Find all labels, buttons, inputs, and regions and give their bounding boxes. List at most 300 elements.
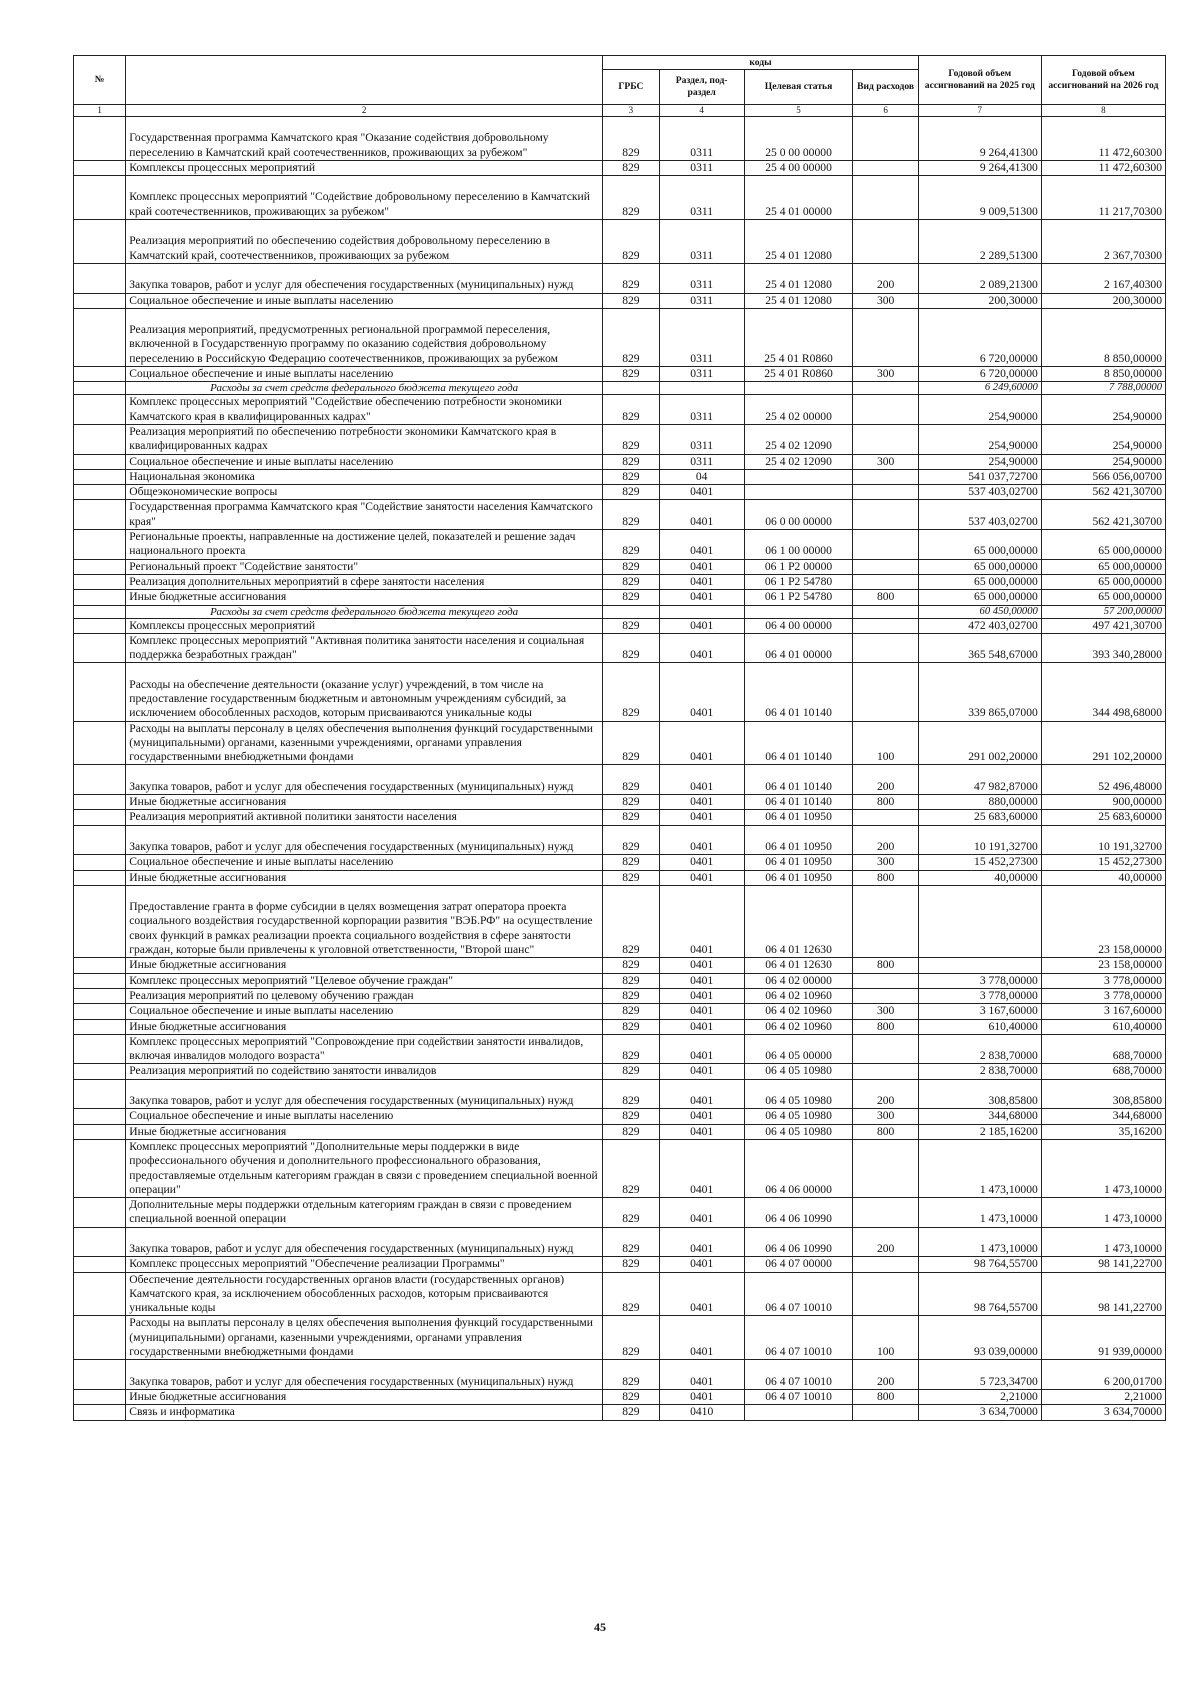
row-amount-2025: 65 000,00000: [918, 574, 1041, 589]
table-row: [74, 424, 1166, 454]
row-amount-2026: 1 473,10000: [1041, 1227, 1165, 1257]
row-grbs: 829: [603, 293, 660, 308]
row-amount-2026: 40,00000: [1041, 870, 1165, 885]
row-amount-2025: 6 249,60000: [918, 382, 1041, 395]
row-target: 06 4 00 00000: [744, 618, 853, 633]
row-target: 25 4 01 00000: [744, 176, 853, 220]
row-name: Расходы за счет средств федерального бюджета текущего года: [126, 605, 603, 618]
row-expense-type: 200: [853, 1227, 918, 1257]
row-expense-type: 800: [853, 590, 918, 605]
row-grbs: 829: [603, 395, 660, 425]
row-expense-type: 800: [853, 1124, 918, 1139]
row-expense-type: 200: [853, 1360, 918, 1390]
row-number: [74, 618, 126, 633]
row-section: 0401: [659, 870, 744, 885]
row-amount-2026: 15 452,27300: [1041, 855, 1165, 870]
row-amount-2025: 254,90000: [918, 395, 1041, 425]
table-row: [74, 1257, 1166, 1272]
row-amount-2025: 65 000,00000: [918, 530, 1041, 560]
row-number: [74, 765, 126, 795]
row-target: 06 4 01 10950: [744, 870, 853, 885]
row-section: 0401: [659, 1198, 744, 1228]
row-expense-type: 200: [853, 825, 918, 855]
row-target: 06 4 07 10010: [744, 1272, 853, 1316]
row-amount-2025: 200,30000: [918, 293, 1041, 308]
row-grbs: 829: [603, 958, 660, 973]
row-expense-type: [853, 633, 918, 663]
table-row: [74, 1198, 1166, 1228]
header-row-top: [74, 56, 1166, 70]
table-row: [74, 988, 1166, 1003]
row-target: 06 4 02 10960: [744, 988, 853, 1003]
row-expense-type: 200: [853, 765, 918, 795]
row-grbs: 829: [603, 988, 660, 1003]
column-number: 1: [74, 105, 126, 117]
row-section: 0401: [659, 618, 744, 633]
row-expense-type: [853, 605, 918, 618]
row-grbs: 829: [603, 1272, 660, 1316]
row-amount-2025: 2 089,21300: [918, 263, 1041, 293]
row-grbs: 829: [603, 308, 660, 366]
row-grbs: 829: [603, 633, 660, 663]
row-expense-type: [853, 663, 918, 721]
row-target: 25 0 00 00000: [744, 117, 853, 161]
row-amount-2026: 6 200,01700: [1041, 1360, 1165, 1390]
row-amount-2026: 254,90000: [1041, 395, 1165, 425]
column-number: 6: [853, 105, 918, 117]
row-name: Закупка товаров, работ и услуг для обеспечения государственных (муниципальных) нужд: [126, 1079, 603, 1109]
table-row: [74, 117, 1166, 161]
row-name: Расходы на обеспечение деятельности (оказание услуг) учреждений, в том числе на предоставление государственным бюджетным и автономным учреждениям субсидий, за исключением обособленных расходов, которым присваиваются уникальные коды: [126, 663, 603, 721]
row-grbs: 829: [603, 469, 660, 484]
row-target: 06 4 01 10140: [744, 721, 853, 765]
row-amount-2025: 3 634,70000: [918, 1405, 1041, 1420]
row-amount-2025: 339 865,07000: [918, 663, 1041, 721]
row-name: Закупка товаров, работ и услуг для обеспечения государственных (муниципальных) нужд: [126, 825, 603, 855]
row-name: Социальное обеспечение и иные выплаты населению: [126, 855, 603, 870]
row-amount-2025: 98 764,55700: [918, 1272, 1041, 1316]
row-section: 0401: [659, 633, 744, 663]
header-name: [126, 56, 603, 105]
row-amount-2025: 10 191,32700: [918, 825, 1041, 855]
row-amount-2025: 47 982,87000: [918, 765, 1041, 795]
row-name: Расходы на выплаты персоналу в целях обеспечения выполнения функций государственными (муниципальными) органами, казенными учреждениями, органами управления государственными внебюджетными фондами: [126, 1316, 603, 1360]
row-amount-2025: 610,40000: [918, 1019, 1041, 1034]
table-row: [74, 469, 1166, 484]
row-section: 0311: [659, 424, 744, 454]
row-name: Комплекс процессных мероприятий "Дополнительные меры поддержки в виде профессионального обучения и дополнительного профессионального образования, предоставляемые отдельным категориям граждан в связи с проведением специальной военной операции": [126, 1139, 603, 1197]
row-amount-2026: 562 421,30700: [1041, 500, 1165, 530]
row-expense-type: 300: [853, 1109, 918, 1124]
table-row: [74, 973, 1166, 988]
row-amount-2026: 65 000,00000: [1041, 559, 1165, 574]
row-expense-type: [853, 395, 918, 425]
table-row: [74, 810, 1166, 825]
table-row: [74, 765, 1166, 795]
row-name: Иные бюджетные ассигнования: [126, 870, 603, 885]
row-amount-2025: 344,68000: [918, 1109, 1041, 1124]
row-amount-2025: 65 000,00000: [918, 559, 1041, 574]
table-row: [74, 1227, 1166, 1257]
row-expense-type: [853, 574, 918, 589]
row-section: 0401: [659, 1272, 744, 1316]
row-amount-2026: 2 167,40300: [1041, 263, 1165, 293]
row-target: [744, 382, 853, 395]
row-amount-2026: 11 217,70300: [1041, 176, 1165, 220]
row-number: [74, 485, 126, 500]
row-target: 06 4 06 00000: [744, 1139, 853, 1197]
row-target: 06 4 05 10980: [744, 1079, 853, 1109]
row-grbs: 829: [603, 663, 660, 721]
row-grbs: 829: [603, 367, 660, 382]
row-name: Обеспечение деятельности государственных органов власти (государственных органов) Камчатского края, за исключением обособленных расходов, которым присваиваются уникальные коды: [126, 1272, 603, 1316]
row-target: 06 4 01 10140: [744, 765, 853, 795]
row-name: Комплексы процессных мероприятий: [126, 618, 603, 633]
row-amount-2025: 2,21000: [918, 1389, 1041, 1404]
row-target: 06 4 07 10010: [744, 1389, 853, 1404]
row-number: [74, 1389, 126, 1404]
row-section: 0311: [659, 160, 744, 175]
row-target: 06 4 02 10960: [744, 1019, 853, 1034]
row-target: 06 4 05 10980: [744, 1109, 853, 1124]
row-amount-2026: 2 367,70300: [1041, 220, 1165, 264]
row-number: [74, 855, 126, 870]
row-name: Иные бюджетные ассигнования: [126, 590, 603, 605]
row-grbs: 829: [603, 870, 660, 885]
row-amount-2025: [918, 958, 1041, 973]
row-expense-type: [853, 1272, 918, 1316]
row-amount-2026: 344 498,68000: [1041, 663, 1165, 721]
row-amount-2026: 308,85800: [1041, 1079, 1165, 1109]
row-name: Национальная экономика: [126, 469, 603, 484]
table-row: [74, 485, 1166, 500]
row-name: Региональные проекты, направленные на достижение целей, показателей и решение задач национального проекта: [126, 530, 603, 560]
row-target: 25 4 01 12080: [744, 220, 853, 264]
row-target: 06 4 01 10140: [744, 795, 853, 810]
row-name: Социальное обеспечение и иные выплаты населению: [126, 293, 603, 308]
row-target: 06 4 02 10960: [744, 1004, 853, 1019]
row-name: Социальное обеспечение и иные выплаты населению: [126, 454, 603, 469]
row-amount-2025: 1 473,10000: [918, 1227, 1041, 1257]
row-name: Закупка товаров, работ и услуг для обеспечения государственных (муниципальных) нужд: [126, 1360, 603, 1390]
row-amount-2026: 65 000,00000: [1041, 590, 1165, 605]
row-number: [74, 958, 126, 973]
row-target: 06 0 00 00000: [744, 500, 853, 530]
table-row: [74, 1139, 1166, 1197]
row-grbs: 829: [603, 1389, 660, 1404]
row-name: Иные бюджетные ассигнования: [126, 1389, 603, 1404]
row-amount-2025: 98 764,55700: [918, 1257, 1041, 1272]
row-name: Реализация дополнительных мероприятий в сфере занятости населения: [126, 574, 603, 589]
row-name: Государственная программа Камчатского края "Содействие занятости населения Камчатского края": [126, 500, 603, 530]
row-name: Региональный проект "Содействие занятости": [126, 559, 603, 574]
row-amount-2025: [918, 885, 1041, 958]
row-target: 06 4 01 10950: [744, 810, 853, 825]
row-section: 0311: [659, 263, 744, 293]
row-amount-2025: 254,90000: [918, 454, 1041, 469]
row-number: [74, 308, 126, 366]
table-row: [74, 454, 1166, 469]
row-amount-2026: 11 472,60300: [1041, 160, 1165, 175]
header-target: Целевая статья: [744, 70, 853, 105]
table-row: [74, 367, 1166, 382]
row-amount-2026: 688,70000: [1041, 1064, 1165, 1079]
row-number: [74, 1316, 126, 1360]
row-target: 06 1 00 00000: [744, 530, 853, 560]
row-target: 06 4 01 12630: [744, 885, 853, 958]
row-section: 0401: [659, 1109, 744, 1124]
row-section: 0401: [659, 1389, 744, 1404]
row-grbs: 829: [603, 1124, 660, 1139]
row-section: 0401: [659, 810, 744, 825]
row-amount-2025: 3 167,60000: [918, 1004, 1041, 1019]
row-number: [74, 1360, 126, 1390]
row-amount-2025: 541 037,72700: [918, 469, 1041, 484]
row-name: Предоставление гранта в форме субсидии в целях возмещения затрат оператора проекта социального воздействия государственной корпорации развития "ВЭБ.РФ" на осуществление своих функций в рамках реализации проекта социального воздействия в сфере занятости граждан, которые были привлечены к уголовной ответственности, "Второй шанс": [126, 885, 603, 958]
row-amount-2026: 52 496,48000: [1041, 765, 1165, 795]
row-number: [74, 825, 126, 855]
table-row: [74, 263, 1166, 293]
row-name: Иные бюджетные ассигнования: [126, 1019, 603, 1034]
row-section: 0311: [659, 395, 744, 425]
row-grbs: 829: [603, 1405, 660, 1420]
row-number: [74, 530, 126, 560]
row-amount-2026: 200,30000: [1041, 293, 1165, 308]
table-row: [74, 825, 1166, 855]
row-expense-type: [853, 117, 918, 161]
column-number-row: [74, 105, 1166, 117]
row-grbs: 829: [603, 1198, 660, 1228]
row-name: Комплекс процессных мероприятий "Содействие обеспечению потребности экономики Камчатского края в квалифицированных кадрах": [126, 395, 603, 425]
table-row: [74, 1405, 1166, 1420]
row-section: 0401: [659, 795, 744, 810]
header-section: Раздел, под-раздел: [659, 70, 744, 105]
row-amount-2026: 23 158,00000: [1041, 885, 1165, 958]
row-name: Общеэкономические вопросы: [126, 485, 603, 500]
row-amount-2025: 291 002,20000: [918, 721, 1041, 765]
row-expense-type: 100: [853, 721, 918, 765]
row-number: [74, 1139, 126, 1197]
row-grbs: 829: [603, 1064, 660, 1079]
table-row: [74, 1079, 1166, 1109]
row-number: [74, 454, 126, 469]
row-target: 25 4 01 12080: [744, 293, 853, 308]
row-amount-2026: 254,90000: [1041, 424, 1165, 454]
row-expense-type: [853, 424, 918, 454]
page-number: 45: [594, 1620, 606, 1634]
federal-funds-row: [74, 382, 1166, 395]
table-row: [74, 855, 1166, 870]
row-amount-2026: 11 472,60300: [1041, 117, 1165, 161]
table-row: [74, 530, 1166, 560]
row-grbs: 829: [603, 263, 660, 293]
row-expense-type: 800: [853, 795, 918, 810]
row-amount-2026: 688,70000: [1041, 1034, 1165, 1064]
row-name: Закупка товаров, работ и услуг для обеспечения государственных (муниципальных) нужд: [126, 263, 603, 293]
row-grbs: 829: [603, 500, 660, 530]
row-target: 06 4 05 10980: [744, 1064, 853, 1079]
row-section: 0401: [659, 590, 744, 605]
row-amount-2025: 3 778,00000: [918, 988, 1041, 1003]
row-amount-2025: 2 185,16200: [918, 1124, 1041, 1139]
row-expense-type: 300: [853, 1004, 918, 1019]
row-amount-2026: 3 167,60000: [1041, 1004, 1165, 1019]
row-grbs: 829: [603, 765, 660, 795]
row-expense-type: 300: [853, 855, 918, 870]
row-amount-2026: 65 000,00000: [1041, 530, 1165, 560]
row-expense-type: 800: [853, 870, 918, 885]
row-grbs: 829: [603, 454, 660, 469]
row-number: [74, 1004, 126, 1019]
row-grbs: 829: [603, 1139, 660, 1197]
column-number: 3: [603, 105, 660, 117]
row-target: 06 4 01 10950: [744, 855, 853, 870]
row-amount-2025: 15 452,27300: [918, 855, 1041, 870]
row-target: 25 4 01 12080: [744, 263, 853, 293]
row-amount-2025: 2 838,70000: [918, 1034, 1041, 1064]
table-row: [74, 500, 1166, 530]
row-section: 0401: [659, 1316, 744, 1360]
table-row: [74, 885, 1166, 958]
row-grbs: 829: [603, 1360, 660, 1390]
row-grbs: 829: [603, 117, 660, 161]
row-amount-2026: 610,40000: [1041, 1019, 1165, 1034]
budget-table: [73, 55, 1166, 1421]
row-amount-2026: 25 683,60000: [1041, 810, 1165, 825]
row-target: 06 4 07 10010: [744, 1316, 853, 1360]
row-section: 0401: [659, 663, 744, 721]
row-amount-2026: 98 141,22700: [1041, 1257, 1165, 1272]
row-amount-2025: 3 778,00000: [918, 973, 1041, 988]
row-grbs: 829: [603, 885, 660, 958]
row-section: 0401: [659, 1019, 744, 1034]
row-amount-2025: 365 548,67000: [918, 633, 1041, 663]
table-row: [74, 633, 1166, 663]
row-grbs: 829: [603, 1316, 660, 1360]
row-number: [74, 973, 126, 988]
row-number: [74, 590, 126, 605]
row-amount-2026: 3 778,00000: [1041, 988, 1165, 1003]
row-amount-2026: 1 473,10000: [1041, 1198, 1165, 1228]
row-name: Реализация мероприятий по содействию занятости инвалидов: [126, 1064, 603, 1079]
table-row: [74, 1064, 1166, 1079]
row-section: 0401: [659, 485, 744, 500]
header-no: №: [74, 56, 126, 105]
row-name: Иные бюджетные ассигнования: [126, 795, 603, 810]
row-number: [74, 220, 126, 264]
row-grbs: 829: [603, 795, 660, 810]
row-amount-2025: 9 009,51300: [918, 176, 1041, 220]
row-expense-type: [853, 1257, 918, 1272]
row-section: 0311: [659, 293, 744, 308]
row-target: 06 4 01 10950: [744, 825, 853, 855]
row-grbs: 829: [603, 973, 660, 988]
table-row: [74, 1019, 1166, 1034]
row-expense-type: [853, 469, 918, 484]
row-amount-2025: 60 450,00000: [918, 605, 1041, 618]
table-row: [74, 1389, 1166, 1404]
row-grbs: 829: [603, 825, 660, 855]
column-number: 4: [659, 105, 744, 117]
row-expense-type: 300: [853, 367, 918, 382]
row-name: Реализация мероприятий активной политики занятости населения: [126, 810, 603, 825]
row-amount-2025: 93 039,00000: [918, 1316, 1041, 1360]
row-number: [74, 367, 126, 382]
federal-funds-row: [74, 605, 1166, 618]
row-expense-type: [853, 810, 918, 825]
table-row: [74, 1360, 1166, 1390]
row-amount-2026: 7 788,00000: [1041, 382, 1165, 395]
row-expense-type: [853, 1405, 918, 1420]
row-target: 25 4 02 12090: [744, 454, 853, 469]
row-number: [74, 500, 126, 530]
row-amount-2025: 537 403,02700: [918, 485, 1041, 500]
row-name: Комплекс процессных мероприятий "Целевое обучение граждан": [126, 973, 603, 988]
row-expense-type: 200: [853, 263, 918, 293]
row-name: Реализация мероприятий, предусмотренных региональной программой переселения, включенной в Государственную программу по оказанию содействия добровольному переселению в Российскую Федерацию соотечественников, проживающих за рубежом: [126, 308, 603, 366]
table-row: [74, 590, 1166, 605]
row-name: Закупка товаров, работ и услуг для обеспечения государственных (муниципальных) нужд: [126, 1227, 603, 1257]
row-section: 0311: [659, 117, 744, 161]
row-amount-2026: 1 473,10000: [1041, 1139, 1165, 1197]
row-section: 0401: [659, 885, 744, 958]
table-row: [74, 721, 1166, 765]
row-section: 0401: [659, 958, 744, 973]
row-grbs: [603, 605, 660, 618]
row-expense-type: 300: [853, 454, 918, 469]
row-expense-type: 800: [853, 1389, 918, 1404]
row-section: 04: [659, 469, 744, 484]
row-target: 06 4 06 10990: [744, 1198, 853, 1228]
row-amount-2026: 3 778,00000: [1041, 973, 1165, 988]
row-number: [74, 176, 126, 220]
row-grbs: 829: [603, 855, 660, 870]
row-section: 0401: [659, 1257, 744, 1272]
row-number: [74, 1227, 126, 1257]
row-number: [74, 1124, 126, 1139]
row-section: 0401: [659, 988, 744, 1003]
row-target: 25 4 01 R0860: [744, 367, 853, 382]
row-section: 0401: [659, 765, 744, 795]
row-name: Социальное обеспечение и иные выплаты населению: [126, 1004, 603, 1019]
row-expense-type: [853, 988, 918, 1003]
row-expense-type: [853, 1034, 918, 1064]
row-number: [74, 721, 126, 765]
row-number: [74, 870, 126, 885]
row-section: 0401: [659, 1139, 744, 1197]
row-target: [744, 1405, 853, 1420]
row-section: 0401: [659, 1034, 744, 1064]
row-expense-type: 800: [853, 958, 918, 973]
budget-sheet: [73, 55, 1166, 1421]
row-amount-2026: 291 102,20000: [1041, 721, 1165, 765]
column-number: 2: [126, 105, 603, 117]
row-grbs: 829: [603, 485, 660, 500]
row-grbs: 829: [603, 176, 660, 220]
row-target: 25 4 02 00000: [744, 395, 853, 425]
row-amount-2025: 254,90000: [918, 424, 1041, 454]
row-expense-type: [853, 559, 918, 574]
row-number: [74, 1109, 126, 1124]
header-expense-type: Вид расходов: [853, 70, 918, 105]
row-target: 06 4 01 10140: [744, 663, 853, 721]
row-amount-2025: 2 838,70000: [918, 1064, 1041, 1079]
row-expense-type: [853, 220, 918, 264]
row-expense-type: [853, 176, 918, 220]
row-grbs: 829: [603, 810, 660, 825]
table-row: [74, 1004, 1166, 1019]
row-target: 06 1 Р2 54780: [744, 590, 853, 605]
